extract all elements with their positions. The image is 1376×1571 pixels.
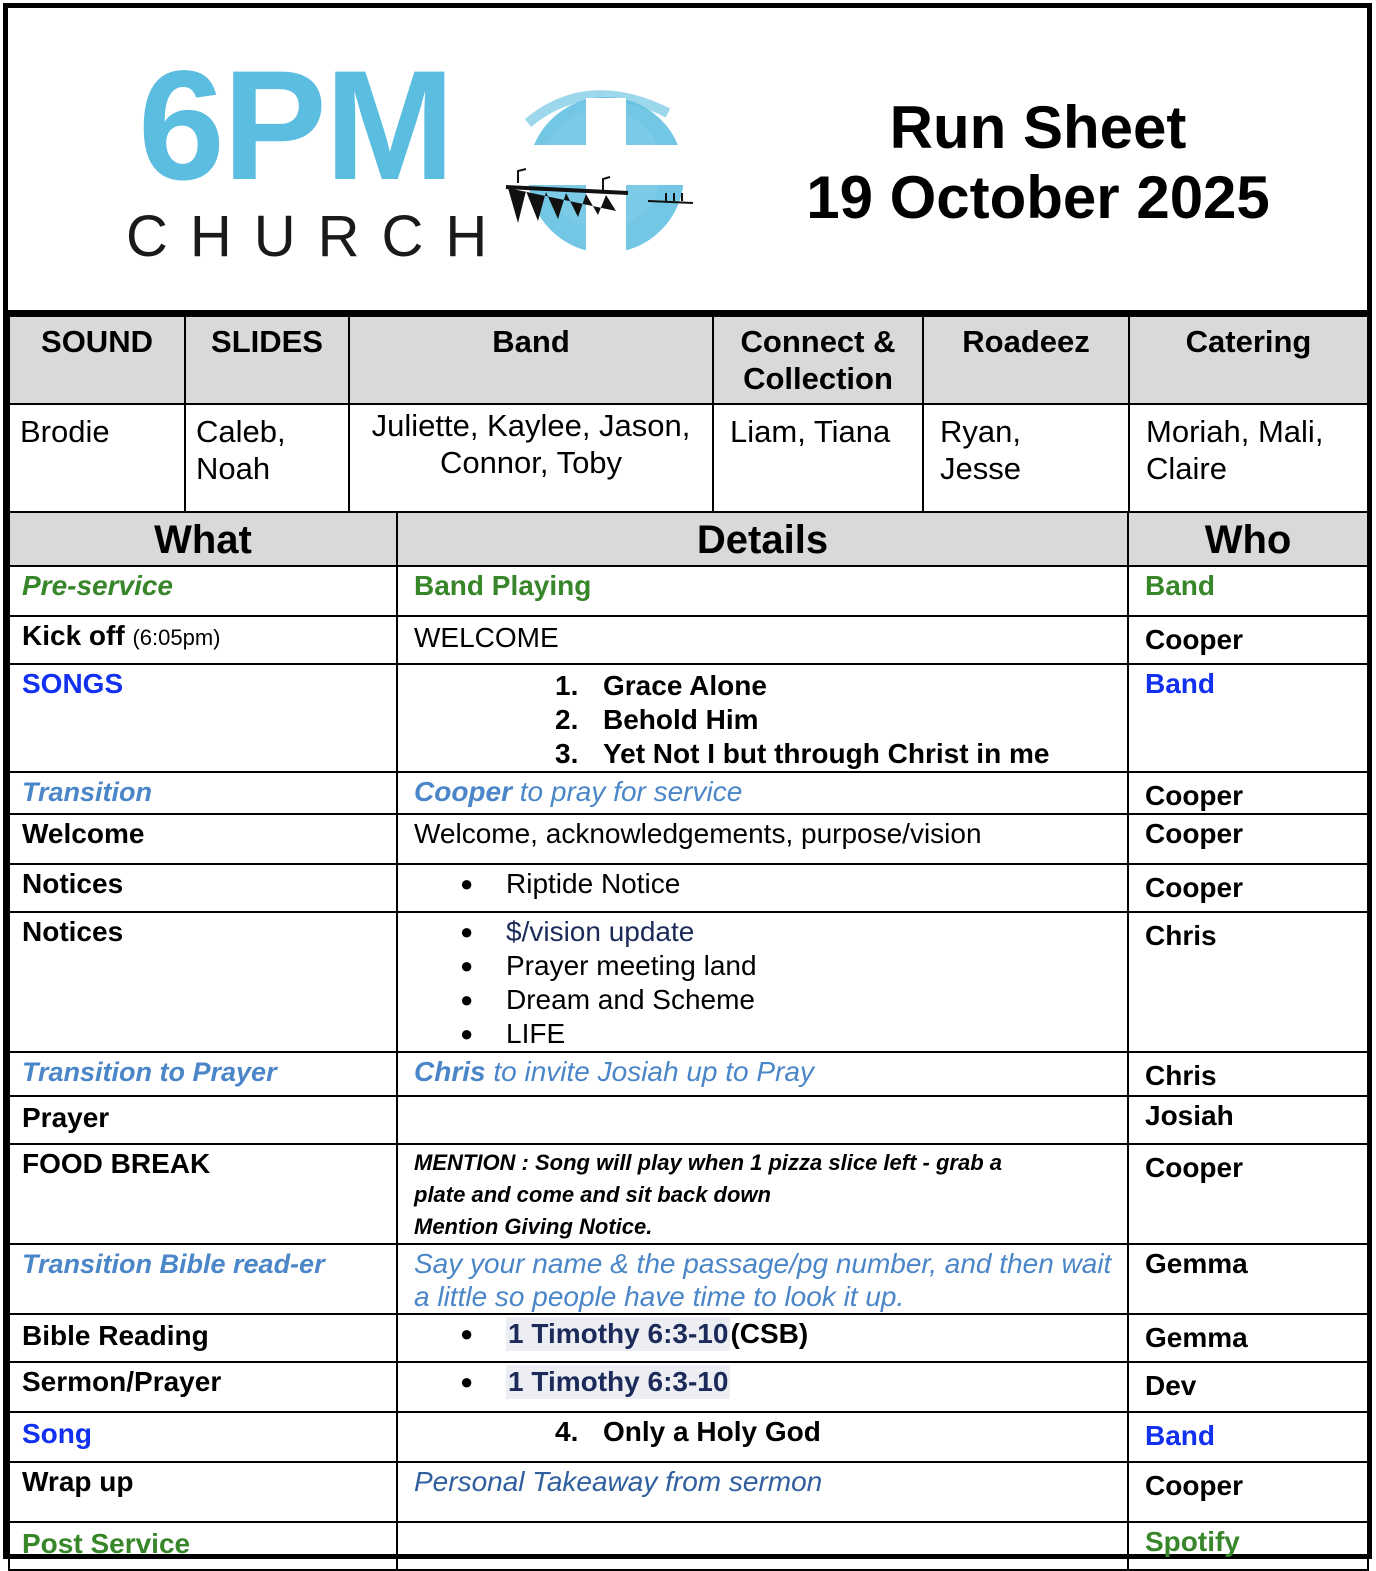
- table-row: [9, 814, 1368, 864]
- logo-church-text: CHURCH: [126, 204, 510, 269]
- list-item: [555, 669, 1115, 703]
- row-who: Cooper: [1128, 814, 1368, 864]
- roster-cell: Moriah, Mali, Claire: [1129, 404, 1368, 512]
- row-details: [397, 772, 1128, 814]
- row-what: Sermon/Prayer: [9, 1362, 397, 1412]
- row-details: [397, 864, 1128, 912]
- scripture-version: (CSB): [730, 1318, 809, 1349]
- row-what: Song: [9, 1412, 397, 1462]
- list-item: [555, 737, 1115, 771]
- roster-header: SOUND: [9, 316, 185, 404]
- logo-6pm-text: 6PM: [138, 39, 453, 213]
- row-details: [397, 1144, 1128, 1244]
- row-what: Transition: [9, 772, 397, 814]
- run-table: [8, 511, 1369, 1571]
- roster-header: Band: [349, 316, 713, 404]
- song-number: 2.: [555, 704, 579, 735]
- row-who: Band: [1128, 566, 1368, 616]
- roster-cell: Caleb, Noah: [185, 404, 349, 512]
- run-header-what: What: [9, 512, 397, 566]
- run-header-details: Details: [397, 512, 1128, 566]
- run-header-row: [9, 512, 1368, 566]
- row-details-name: Cooper: [414, 776, 512, 807]
- list-item: [460, 1365, 1115, 1399]
- row-who: Cooper: [1128, 616, 1368, 664]
- table-row: [9, 566, 1368, 616]
- bullet-icon: ●: [460, 1369, 474, 1394]
- row-who: Josiah: [1128, 1096, 1368, 1144]
- row-who: Chris: [1128, 1052, 1368, 1096]
- cross-circle-logo-icon: [498, 83, 698, 263]
- row-details: Band Playing: [397, 566, 1128, 616]
- bullet-icon: ●: [460, 871, 474, 896]
- song-number: 3.: [555, 738, 579, 769]
- row-what: Transition Bible read-er: [9, 1244, 397, 1314]
- row-what-time: (6:05pm): [132, 625, 221, 650]
- bullet-icon: ●: [460, 919, 474, 944]
- row-details: Welcome, acknowledgements, purpose/vision: [397, 814, 1128, 864]
- table-row: [9, 1412, 1368, 1462]
- row-what: Pre-service: [9, 566, 397, 616]
- table-row: [9, 864, 1368, 912]
- note-line: MENTION : Song will play when 1 pizza slice left - grab a: [414, 1150, 1002, 1175]
- bullet-list: [460, 1365, 1115, 1399]
- row-who: Cooper: [1128, 1144, 1368, 1244]
- row-details: [397, 1052, 1128, 1096]
- roster-cell: Brodie: [9, 404, 185, 512]
- table-row: [9, 1244, 1368, 1314]
- table-row: [9, 1096, 1368, 1144]
- bullet-text: $/vision update: [506, 916, 695, 947]
- song-number: 1.: [555, 670, 579, 701]
- row-what: Notices: [9, 864, 397, 912]
- row-who: Cooper: [1128, 772, 1368, 814]
- row-who: Band: [1128, 1412, 1368, 1462]
- song-list: [555, 1415, 1115, 1449]
- row-details-text: to pray for service: [512, 776, 743, 807]
- table-row: [9, 1522, 1368, 1570]
- row-what: Prayer: [9, 1096, 397, 1144]
- page-title: Run Sheet: [889, 94, 1187, 161]
- list-item: [460, 949, 1115, 983]
- row-details-text: to invite Josiah up to Pray: [485, 1056, 814, 1087]
- row-details: [397, 1522, 1128, 1570]
- row-details: [397, 1314, 1128, 1362]
- title-block: [768, 93, 1308, 233]
- run-sheet: [3, 3, 1372, 1559]
- row-who: Chris: [1128, 912, 1368, 1052]
- row-what: [9, 616, 397, 664]
- table-row: [9, 912, 1368, 1052]
- row-what: Transition to Prayer: [9, 1052, 397, 1096]
- row-details: [397, 1362, 1128, 1412]
- row-details: Personal Takeaway from sermon: [397, 1462, 1128, 1522]
- bullet-text: Dream and Scheme: [506, 984, 756, 1015]
- bullet-text: Prayer meeting land: [506, 950, 757, 981]
- row-details: [397, 1412, 1128, 1462]
- list-item: [460, 1317, 1115, 1351]
- note-line: Mention Giving Notice.: [414, 1214, 653, 1239]
- row-details: [397, 1096, 1128, 1144]
- row-who: Spotify: [1128, 1522, 1368, 1570]
- scripture-reference: 1 Timothy 6:3-10: [508, 1318, 729, 1349]
- table-row: [9, 1052, 1368, 1096]
- roster-cell: Juliette, Kaylee, Jason, Connor, Toby: [349, 404, 713, 512]
- table-row: [9, 1144, 1368, 1244]
- list-item: [460, 867, 1115, 901]
- list-item: [460, 1017, 1115, 1051]
- song-list: [555, 669, 1115, 771]
- roster-cell: Liam, Tiana: [713, 404, 923, 512]
- roster-header-row: [9, 316, 1368, 404]
- roster-cell: Ryan, Jesse: [923, 404, 1129, 512]
- row-who: Gemma: [1128, 1244, 1368, 1314]
- run-header-who: Who: [1128, 512, 1368, 566]
- bullet-text: Riptide Notice: [506, 868, 681, 899]
- roster-header: SLIDES: [185, 316, 349, 404]
- table-row: [9, 664, 1368, 772]
- bullet-list: [460, 1317, 1115, 1351]
- roster-table: [8, 315, 1369, 513]
- row-who: Dev: [1128, 1362, 1368, 1412]
- bullet-icon: ●: [460, 1021, 474, 1046]
- bullet-icon: ●: [460, 953, 474, 978]
- list-item: [460, 915, 1115, 949]
- header: [8, 8, 1367, 315]
- row-who: Cooper: [1128, 1462, 1368, 1522]
- list-item: [555, 1415, 1115, 1449]
- row-who: Band: [1128, 664, 1368, 772]
- roster-header: Roadeez: [923, 316, 1129, 404]
- song-title: Behold Him: [603, 704, 759, 735]
- roster-header: Catering: [1129, 316, 1368, 404]
- bullet-list: [460, 915, 1115, 1051]
- row-what: Welcome: [9, 814, 397, 864]
- bullet-text: LIFE: [506, 1018, 566, 1049]
- row-what: SONGS: [9, 664, 397, 772]
- list-item: [555, 703, 1115, 737]
- song-title: Yet Not I but through Christ in me: [603, 738, 1050, 769]
- row-who: Cooper: [1128, 864, 1368, 912]
- list-item: [460, 983, 1115, 1017]
- scripture-reference: 1 Timothy 6:3-10: [508, 1366, 729, 1397]
- row-details: WELCOME: [397, 616, 1128, 664]
- bullet-icon: ●: [460, 1321, 474, 1346]
- bullet-list: [460, 867, 1115, 901]
- song-title: Only a Holy God: [603, 1416, 821, 1447]
- row-details-name: Chris: [414, 1056, 486, 1087]
- row-who: Gemma: [1128, 1314, 1368, 1362]
- table-row: [9, 616, 1368, 664]
- row-what: Notices: [9, 912, 397, 1052]
- roster-header: Connect & Collection: [713, 316, 923, 404]
- row-what-label: Kick off: [22, 620, 125, 651]
- table-row: [9, 1314, 1368, 1362]
- table-row: [9, 1362, 1368, 1412]
- song-title: Grace Alone: [603, 670, 767, 701]
- row-what: FOOD BREAK: [9, 1144, 397, 1244]
- table-row: [9, 1462, 1368, 1522]
- song-number: 4.: [555, 1416, 579, 1447]
- note-line: plate and come and sit back down: [414, 1182, 771, 1207]
- bullet-icon: ●: [460, 987, 474, 1012]
- table-row: [9, 772, 1368, 814]
- row-what: Post Service: [9, 1522, 397, 1570]
- roster-people-row: [9, 404, 1368, 512]
- row-what: Wrap up: [9, 1462, 397, 1522]
- row-details: [397, 664, 1128, 772]
- row-details: [397, 912, 1128, 1052]
- row-details: Say your name & the passage/pg number, and then wait a little so people have time to look it up.: [397, 1244, 1128, 1314]
- row-what: Bible Reading: [9, 1314, 397, 1362]
- page-date: 19 October 2025: [806, 164, 1270, 231]
